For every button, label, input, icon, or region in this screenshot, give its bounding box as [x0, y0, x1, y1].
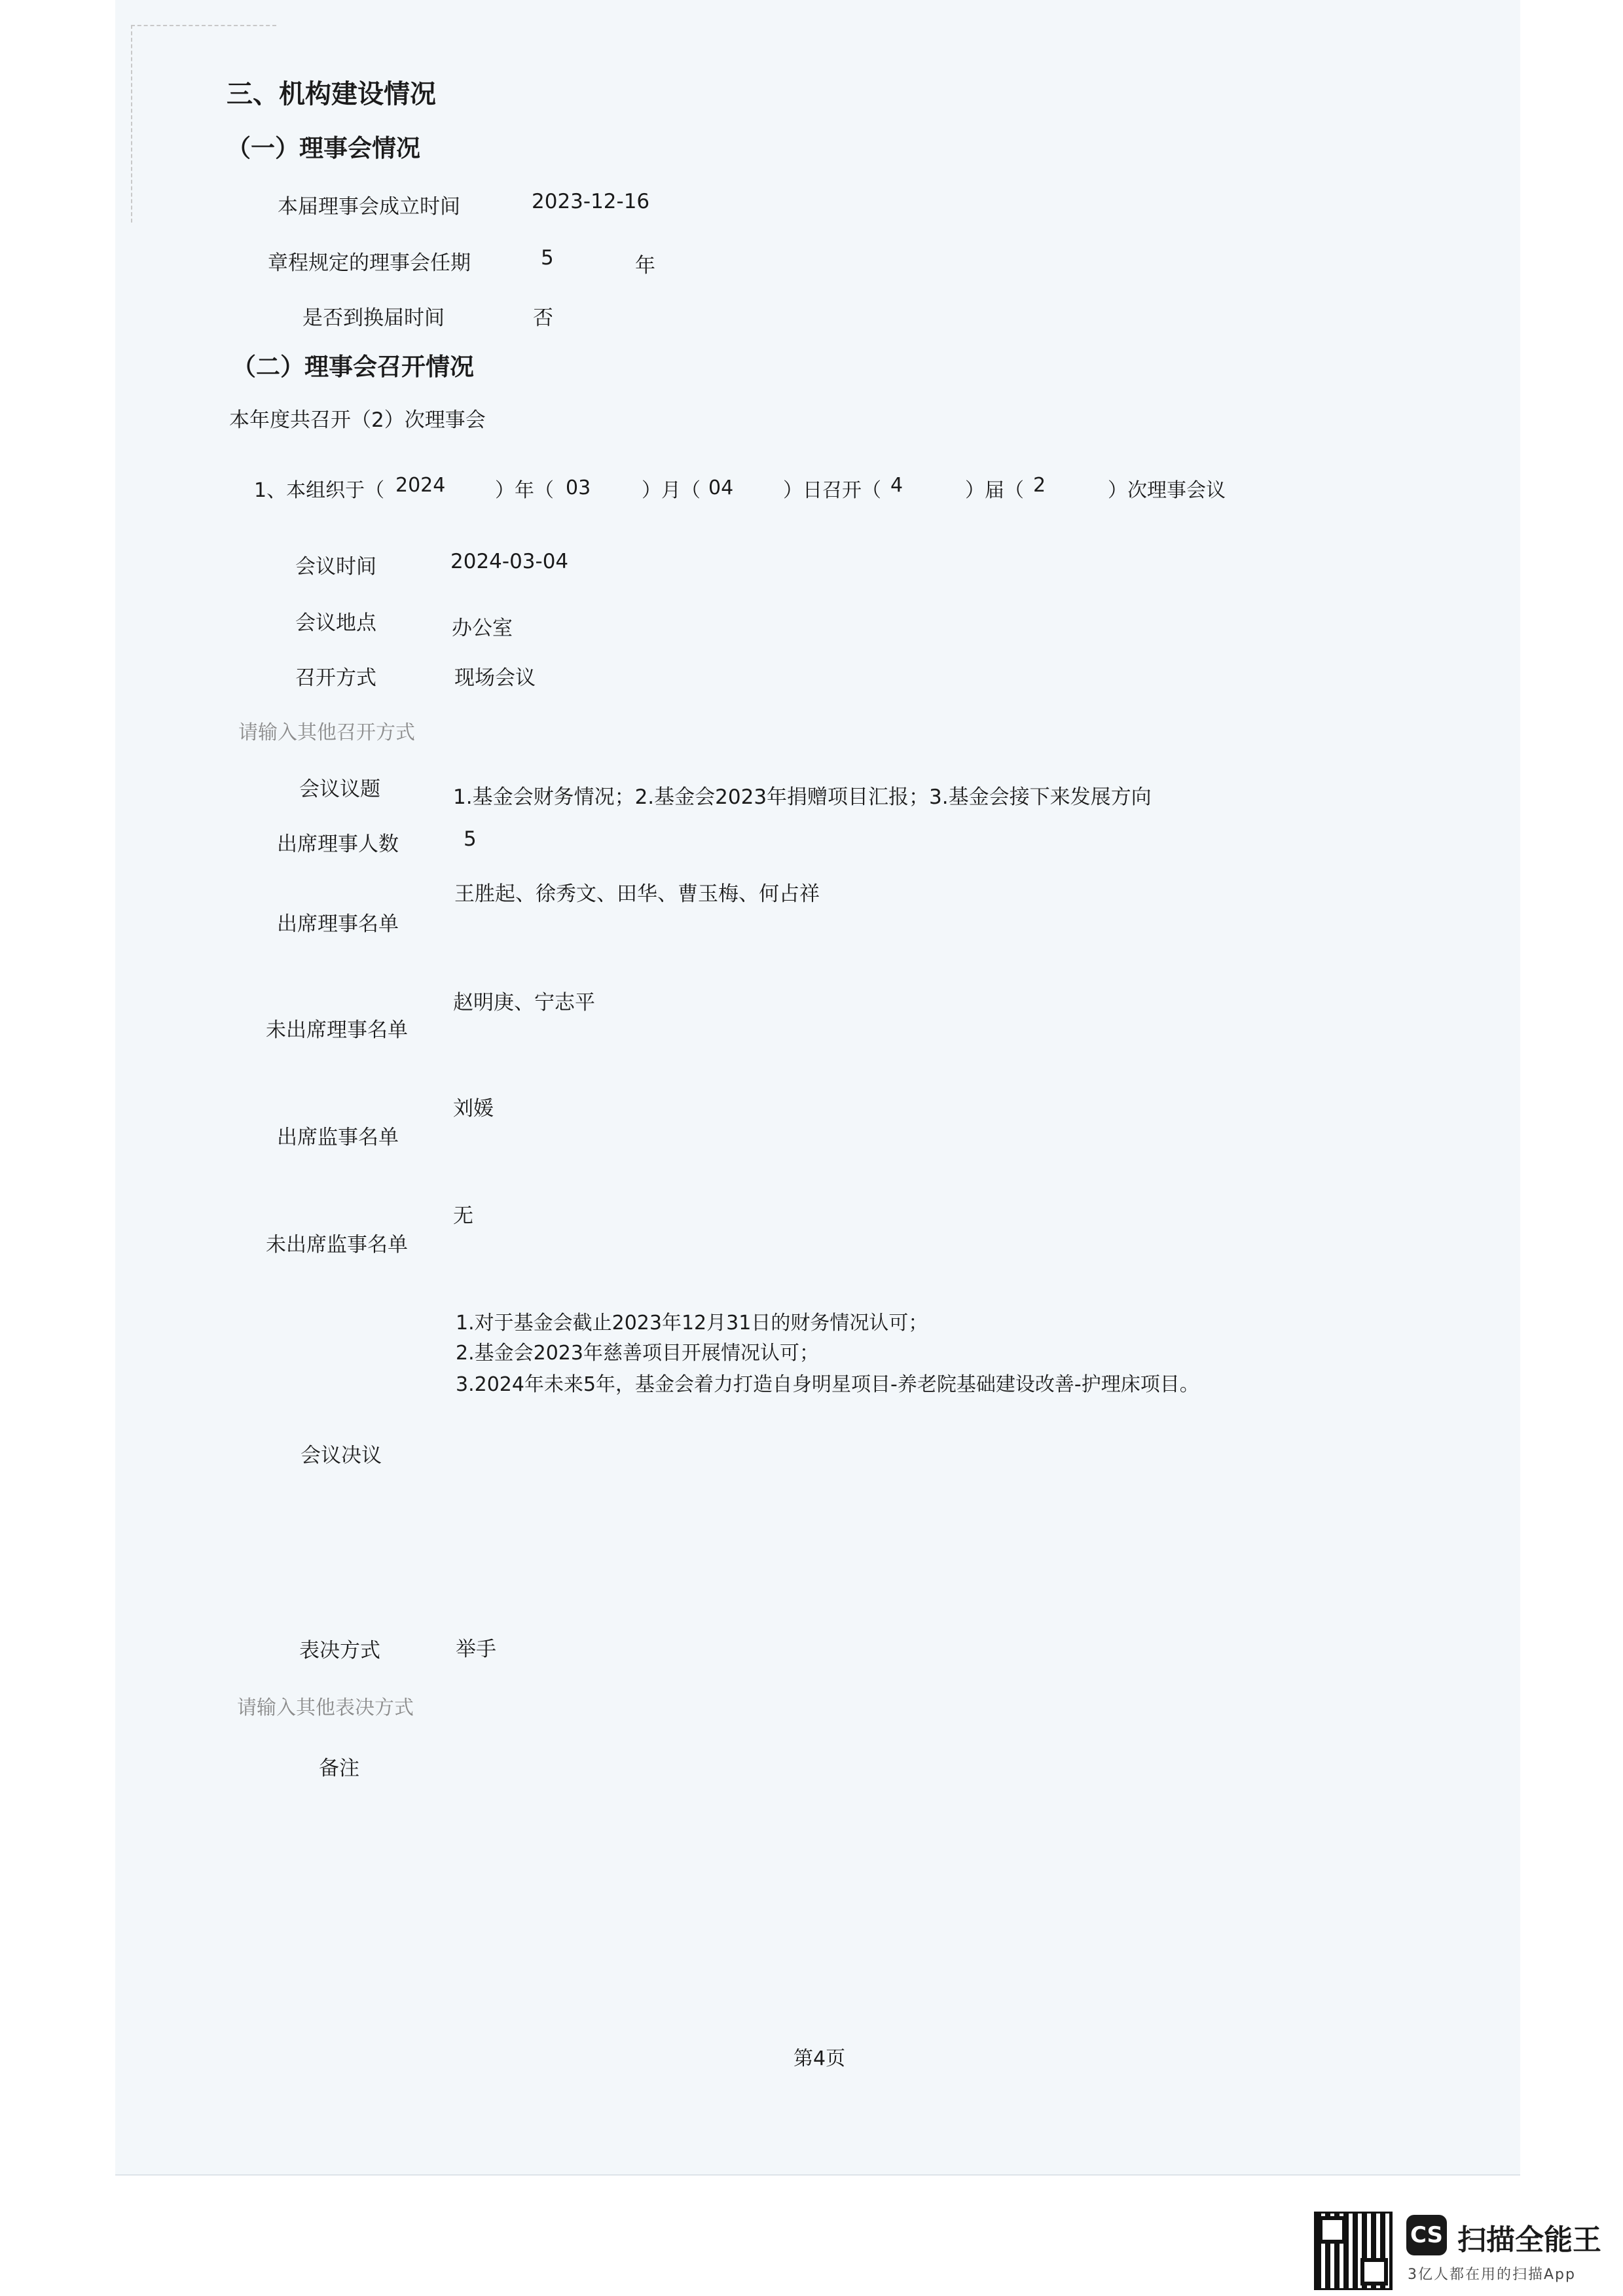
meetings-heading: （二）理事会召开情况: [232, 353, 474, 381]
other-mode-placeholder: 请输入其他召开方式: [238, 721, 415, 744]
brand-tagline: 3亿人都在用的扫描App: [1408, 2267, 1576, 2283]
remark-label: 备注: [319, 1757, 359, 1780]
meeting-day-suffix: ）日召开（: [783, 479, 881, 502]
meeting-place-value: 办公室: [452, 617, 513, 640]
resolution-3: 3.2024年未来5年，基金会着力打造自身明星项目-养老院基础建设改善-护理床项目。: [456, 1373, 1199, 1396]
meeting-count: 2: [1033, 474, 1046, 497]
vote-method-label: 表决方式: [299, 1639, 380, 1662]
attend-list-value: 王胜起、徐秀文、田华、曹玉梅、何占祥: [454, 882, 820, 906]
meeting-count-suffix: ）次理事会议: [1108, 479, 1226, 502]
resolution-2: 2.基金会2023年慈善项目开展情况认可；: [456, 1342, 819, 1365]
meetings-summary: 本年度共召开（2）次理事会: [229, 408, 486, 432]
absent-list-value: 赵明庚、宁志平: [453, 991, 595, 1014]
meeting-time-label: 会议时间: [295, 555, 376, 579]
meeting-month-suffix: ）月（: [642, 479, 701, 502]
other-vote-placeholder: 请输入其他表决方式: [237, 1696, 414, 1719]
meeting-day: 04: [708, 476, 734, 499]
founding-date-value: 2023-12-16: [532, 190, 650, 213]
page-number: 第4页: [793, 2047, 846, 2070]
term-label: 章程规定的理事会任期: [268, 251, 471, 275]
meeting-line-prefix: 1、本组织于（: [254, 479, 385, 502]
resolution-1: 1.对于基金会截止2023年12月31日的财务情况认可；: [456, 1312, 928, 1335]
meeting-topic-value: 1.基金会财务情况；2.基金会2023年捐赠项目汇报；3.基金会接下来发展方向: [453, 785, 1152, 809]
term-value: 5: [541, 246, 554, 270]
brand-name: 扫描全能王: [1457, 2223, 1601, 2257]
meeting-year: 2024: [395, 474, 446, 497]
vote-method-value: 举手: [456, 1638, 496, 1661]
board-heading: （一）理事会情况: [227, 134, 420, 162]
reelection-label: 是否到换届时间: [302, 306, 445, 330]
meeting-time-value: 2024-03-04: [450, 550, 569, 573]
resolution-label: 会议决议: [301, 1444, 382, 1467]
meeting-month: 03: [566, 476, 591, 499]
meeting-topic-label: 会议议题: [299, 778, 380, 801]
qr-code-icon: [1316, 2214, 1391, 2288]
meeting-place-label: 会议地点: [295, 611, 376, 635]
camscanner-logo: CS: [1406, 2215, 1447, 2255]
meeting-mode-value: 现场会议: [454, 666, 536, 690]
absent-list-label: 未出席理事名单: [266, 1018, 408, 1042]
meeting-session-suffix: ）届（: [965, 479, 1024, 502]
scan-artifact: [131, 25, 276, 223]
meeting-mode-label: 召开方式: [295, 666, 376, 690]
supervisor-attend-value: 刘媛: [453, 1097, 494, 1121]
supervisor-absent-value: 无: [453, 1204, 473, 1228]
attend-count-label: 出席理事人数: [277, 833, 399, 856]
attend-list-label: 出席理事名单: [277, 912, 399, 936]
attend-count-value: 5: [464, 827, 477, 851]
founding-date-label: 本届理事会成立时间: [278, 195, 460, 219]
term-unit: 年: [635, 254, 655, 278]
supervisor-attend-label: 出席监事名单: [277, 1126, 399, 1149]
meeting-year-suffix: ）年（: [495, 479, 554, 502]
meeting-session: 4: [890, 474, 903, 497]
reelection-value: 否: [533, 306, 553, 330]
supervisor-absent-label: 未出席监事名单: [266, 1233, 408, 1257]
section-title: 三、机构建设情况: [227, 79, 436, 109]
